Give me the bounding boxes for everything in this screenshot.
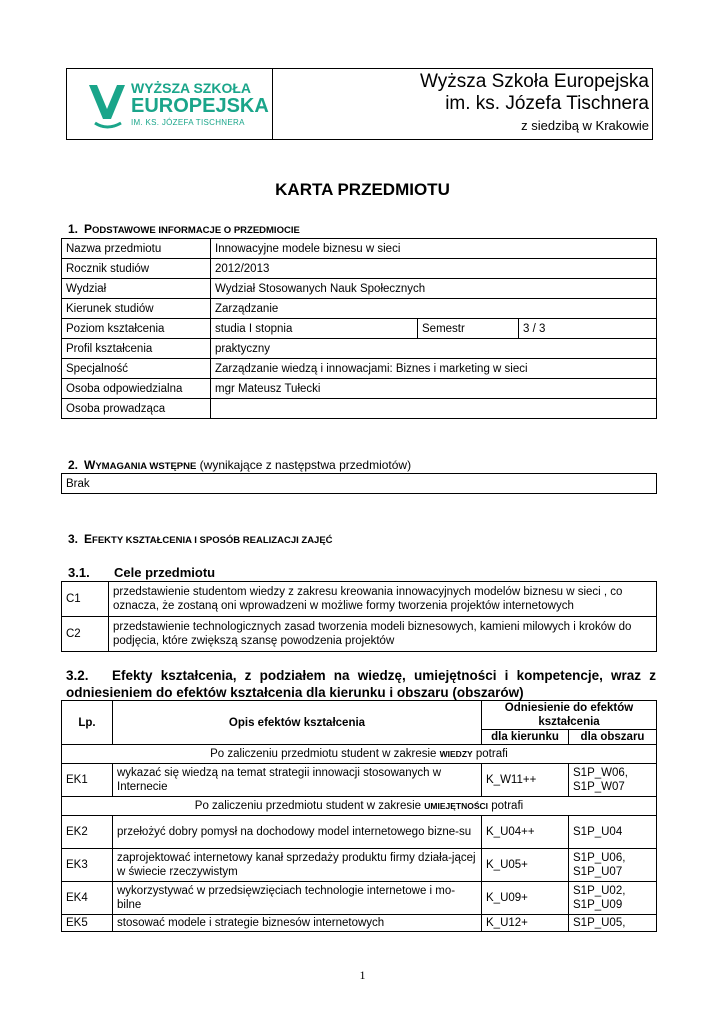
section31-number: 3.1. [68,565,90,580]
section3-heading [68,532,333,546]
label-cell: Specjalność [62,359,211,379]
table-row [62,764,657,797]
outcome-id: EK5 [62,915,113,932]
value-cell [211,399,657,419]
university-name [420,71,649,135]
area-ref-line: S1P_W06, [573,767,628,779]
area-ref-line: S1P_W07 [573,781,625,793]
value-cell: Zarządzanie wiedzą i innowacjami: Biznes i marketing w sieci [211,359,657,379]
label-cell: Kierunek studiów [62,299,211,319]
logo-line1: WYŻSZA SZKOŁA [131,80,252,96]
prerequisites-table [61,473,657,494]
table-row [62,359,657,379]
table-row [62,299,657,319]
outcome-field-ref: K_W11++ [482,764,569,797]
table-row [62,239,657,259]
header-divider [272,69,273,139]
skills-subheader [62,797,657,816]
outcome-area-ref [569,882,657,915]
area-ref-line: S1P_U02, [573,885,626,897]
outcome-id: EK4 [62,882,113,915]
label-cell: Profil kształcenia [62,339,211,359]
section1-first-letter: P [84,222,93,236]
outcome-field-ref: K_U12+ [482,915,569,932]
table-row [62,582,657,617]
university-line2: im. ks. Józefa Tischnera [445,93,649,114]
table-row [62,399,657,419]
outcome-description: wykorzystywać w przedsięwzięciach technologie internetowe i mo-bilne [113,882,482,915]
semester-label-cell: Semestr [418,319,519,339]
section2-number: 2. [68,458,79,472]
section32-number: 3.2. [66,668,89,683]
area-ref-line: S1P_U06, [573,852,626,864]
label-cell: Osoba prowadząca [62,399,211,419]
page-number: 1 [359,968,366,982]
table-row [62,474,657,494]
logo-line3: IM. KS. JÓZEFA TISCHNERA [131,118,245,127]
subheader-keyword: WIEDZY [439,749,473,759]
section32-heading [66,667,656,701]
column-header-field: dla kierunku [482,730,569,745]
goal-code: C1 [62,582,109,617]
outcome-field-ref: K_U09+ [482,882,569,915]
label-cell: Nazwa przedmiotu [62,239,211,259]
subheader-suffix: potrafi [491,800,524,812]
column-header-description: Opis efektów kształcenia [113,701,482,745]
table-row [62,745,657,764]
table-row [62,379,657,399]
table-row [62,797,657,816]
section32-title: Efekty kształcenia, z podziałem na wiedzę, umiejętności i kompetencje, wraz z odniesieniem do efektów kształcenia dla kierunku i obszaru (obszarów) [66,668,656,700]
label-cell: Osoba odpowiedzialna [62,379,211,399]
section2-first-letter: W [84,458,96,472]
subheader-suffix: potrafi [475,748,508,760]
value-cell: praktyczny [211,339,657,359]
outcome-description: stosować modele i strategie biznesów internetowych [113,915,482,932]
prerequisites-value: Brak [62,474,657,494]
column-header-reference: Odniesienie do efektów kształcenia [482,701,657,730]
learning-outcomes-table [61,700,657,932]
label-cell: Rocznik studiów [62,259,211,279]
goal-text: przedstawienie studentom wiedzy z zakresu kreowania innowacyjnych modelów biznesu w sieci , co oznacza, że zostaną oni wprowadzeni w możliwe formy tworzenia projektów internetowych [109,582,657,617]
table-row [62,915,657,932]
column-header-area: dla obszaru [569,730,657,745]
outcome-description: przełożyć dobry pomysł na dochodowy model internetowego bizne-su [113,816,482,849]
table-row [62,319,657,339]
outcome-area-ref [569,764,657,797]
value-cell: 2012/2013 [211,259,657,279]
section31-title: Cele przedmiotu [114,565,216,580]
page-title: KARTA PRZEDMIOTU [275,180,450,199]
label-cell: Wydział [62,279,211,299]
outcome-area-ref [569,915,657,932]
area-ref-line: S1P_U04 [573,826,623,838]
subheader-keyword: UMIEJĘTNOŚCI [424,801,489,811]
section2-title: YMAGANIA WSTĘPNE [95,461,197,472]
university-logo [87,79,269,131]
table-row [62,339,657,359]
table-row [62,849,657,882]
table-row [62,259,657,279]
section2-note: (wynikające z następstwa przedmiotów) [199,458,412,472]
section3-first-letter: E [84,532,93,546]
section3-number: 3. [68,532,79,546]
outcome-id: EK2 [62,816,113,849]
column-header-lp: Lp. [62,701,113,745]
area-ref-line: S1P_U05, [573,917,626,929]
outcome-area-ref [569,816,657,849]
outcome-description: wykazać się wiedzą na temat strategii innowacji stosowanych w Internecie [113,764,482,797]
value-cell: studia I stopnia [211,319,418,339]
section1-heading [68,222,300,236]
university-line1: Wyższa Szkoła Europejska [420,71,649,92]
semester-value-cell: 3 / 3 [519,319,657,339]
outcome-id: EK3 [62,849,113,882]
table-row [62,279,657,299]
logo-line2: EUROPEJSKA [131,95,269,117]
value-cell: Innowacyjne modele biznesu w sieci [211,239,657,259]
section1-title: ODSTAWOWE INFORMACJE O PRZEDMIOCIE [92,225,300,236]
header-box [66,68,653,140]
section1-number: 1. [68,222,79,236]
subheader-prefix: Po zaliczeniu przedmiotu student w zakresie [210,748,437,760]
section31-heading [68,565,215,580]
university-line3: z siedzibą w Krakowie [521,118,649,133]
value-cell: Wydział Stosowanych Nauk Społecznych [211,279,657,299]
table-row [62,882,657,915]
area-ref-line: S1P_U09 [573,899,623,911]
goals-table [61,581,657,652]
subheader-prefix: Po zaliczeniu przedmiotu student w zakresie [194,800,422,812]
basic-info-table [61,238,657,419]
section2-heading [68,458,411,472]
outcome-area-ref [569,849,657,882]
outcome-field-ref: K_U04++ [482,816,569,849]
label-cell: Poziom kształcenia [62,319,211,339]
knowledge-subheader [62,745,657,764]
value-cell: Zarządzanie [211,299,657,319]
table-row [62,816,657,849]
outcome-field-ref: K_U05+ [482,849,569,882]
goal-code: C2 [62,617,109,652]
goal-text: przedstawienie technologicznych zasad tworzenia modeli biznesowych, kamieni milowych i kroków do podjęcia, które zwiększą szansę powodzenia projektów [109,617,657,652]
table-row [62,701,657,730]
outcome-description: zaprojektować internetowy kanał sprzedaży produktu firmy działa-jącej w świecie rzeczywistym [113,849,482,882]
section3-title: FEKTY KSZTAŁCENIA I SPOSÓB REALIZACJI ZAJĘĆ [92,535,333,546]
outcome-id: EK1 [62,764,113,797]
area-ref-line: S1P_U07 [573,866,623,878]
table-row [62,617,657,652]
value-cell: mgr Mateusz Tułecki [211,379,657,399]
